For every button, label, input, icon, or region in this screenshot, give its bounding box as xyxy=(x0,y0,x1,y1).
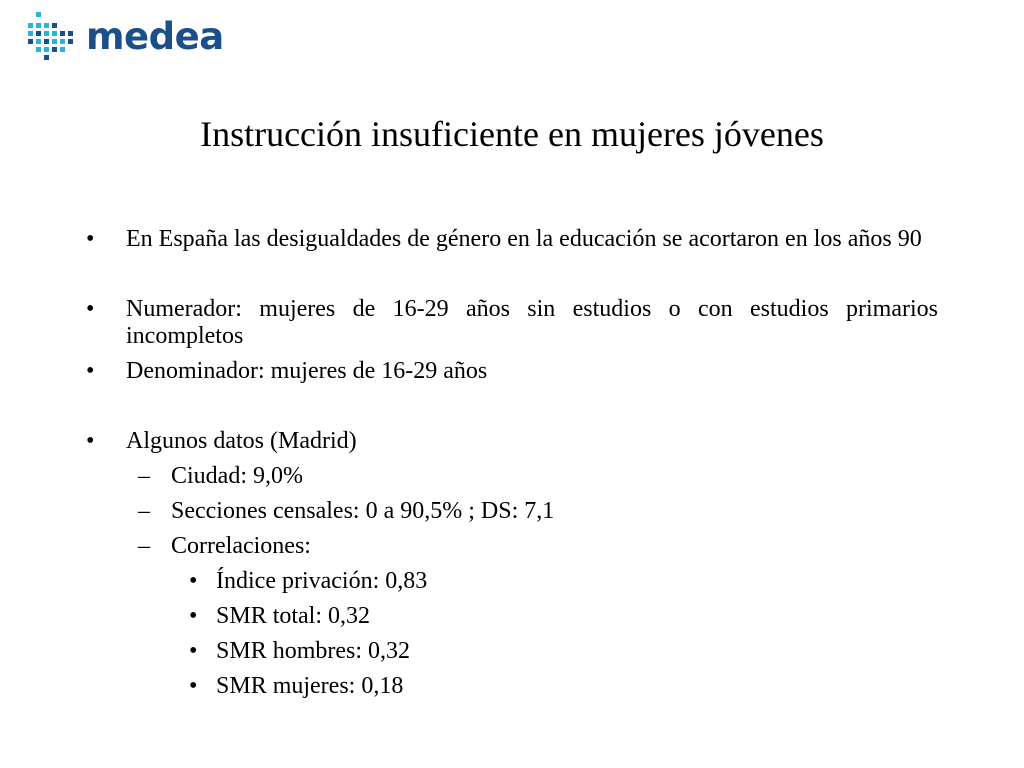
sub-sub-bullet-text: SMR total: 0,32 xyxy=(216,603,371,629)
bullet-item xyxy=(86,358,938,385)
bullet-marker: • xyxy=(86,226,95,252)
sub-bullet-text: Ciudad: 9,0% xyxy=(171,463,303,489)
dash-marker: – xyxy=(138,533,150,559)
pixel-grid-logo-icon xyxy=(26,10,86,62)
sub-sub-bullet-item xyxy=(86,568,938,595)
bullet-marker: • xyxy=(86,296,95,322)
bullet-item xyxy=(86,296,938,350)
bullet-marker: • xyxy=(86,428,95,454)
sub-sub-bullet-item xyxy=(86,673,938,700)
sub-sub-bullet-item xyxy=(86,603,938,630)
bullet-marker: • xyxy=(189,673,198,699)
dash-marker: – xyxy=(138,463,150,489)
sub-bullet-text: Correlaciones: xyxy=(171,533,311,559)
bullet-item xyxy=(86,226,938,253)
sub-sub-bullet-text: Índice privación: 0,83 xyxy=(216,568,428,594)
sub-sub-bullet-text: SMR hombres: 0,32 xyxy=(216,638,411,664)
sub-bullet-item xyxy=(86,463,938,490)
bullet-marker: • xyxy=(189,638,198,664)
logo-wordmark: medea xyxy=(86,15,224,58)
bullet-list xyxy=(86,226,938,700)
medea-logo xyxy=(26,10,224,62)
bullet-text: Denominador: mujeres de 16-29 años xyxy=(126,358,488,384)
bullet-text: Numerador: mujeres de 16-29 años sin estudios o con estudios primarios incompletos xyxy=(126,296,938,349)
bullet-text: En España las desigualdades de género en la educación se acortaron en los años 90 xyxy=(126,226,922,252)
sub-bullet-item xyxy=(86,498,938,525)
bullet-marker: • xyxy=(189,568,198,594)
bullet-text: Algunos datos (Madrid) xyxy=(126,428,357,454)
sub-sub-bullet-text: SMR mujeres: 0,18 xyxy=(216,673,404,699)
sub-sub-bullet-item xyxy=(86,638,938,665)
sub-bullet-item xyxy=(86,533,938,560)
sub-bullet-text: Secciones censales: 0 a 90,5% ; DS: 7,1 xyxy=(171,498,555,524)
bullet-marker: • xyxy=(189,603,198,629)
bullet-marker: • xyxy=(86,358,95,384)
dash-marker: – xyxy=(138,498,150,524)
slide-title: Instrucción insuficiente en mujeres jóvenes xyxy=(200,114,824,154)
bullet-item xyxy=(86,428,938,455)
